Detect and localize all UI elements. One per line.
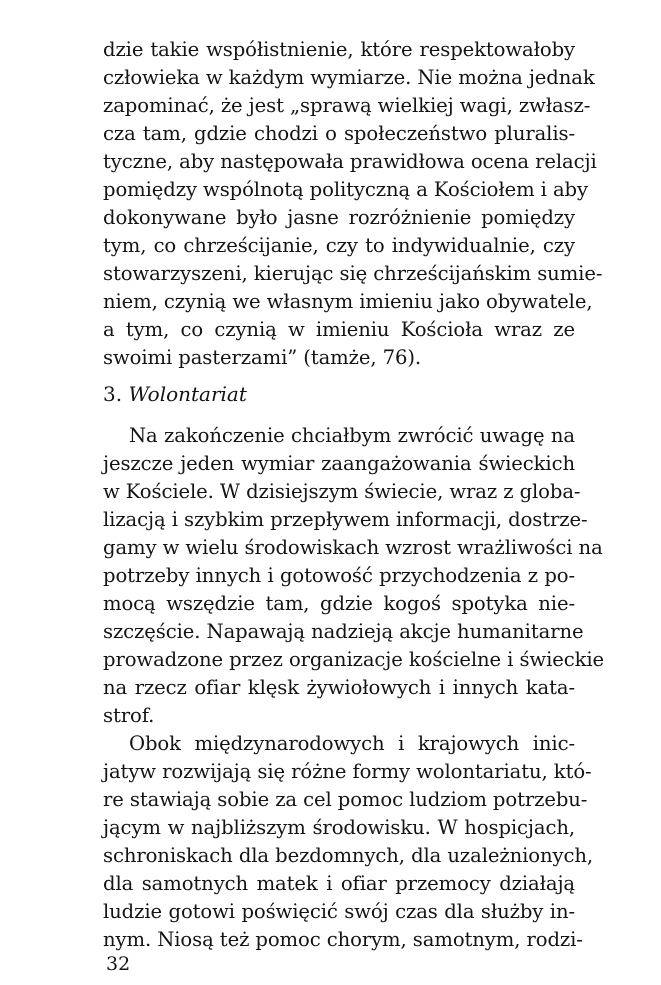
text-line: w Kościele. W dzisiejszym świecie, wraz z globa- [103,480,581,503]
text-line: nym. Niosą też pomoc chorym, samotnym, rodzi- [103,928,583,951]
text-line: mocą wszędzie tam, gdzie kogoś spotyka nie- [103,592,575,615]
section-title: Wolontariat [128,382,247,406]
text-line: niem, czynią we własnym imieniu jako obywatele, [103,290,593,313]
text-line: swoimi pasterzami” (tamże, 76). [103,346,422,369]
text-line: schroniskach dla bezdomnych, dla uzależnionych, [103,844,593,867]
text-line: człowieka w każdym wymiarze. Nie można jednak [103,66,595,89]
text-line: zapominać, że jest „sprawą wielkiej wagi, zwłasz- [103,94,591,117]
text-line: jącym w najbliższym środowisku. W hospicjach, [103,816,575,839]
paragraph-volunteering-intro [103,422,605,730]
text-line: potrzeby innych i gotowość przychodzenia z po- [103,564,575,587]
section-heading [103,380,247,408]
text-line: Obok międzynarodowych i krajowych inic- [129,732,575,755]
text-line: dokonywane było jasne rozróżnienie pomiędzy [103,206,575,229]
text-line: re stawiają sobie za cel pomoc ludziom potrzebu- [103,788,588,811]
text-line: gamy w wielu środowiskach wzrost wrażliwości na [103,536,603,559]
text-line: pomiędzy wspólnotą polityczną a Kościołem i aby [103,178,588,201]
text-line: jeszcze jeden wymiar zaangażowania świeckich [103,452,575,475]
text-line: a tym, co czynią w imieniu Kościoła wraz ze [103,318,575,341]
text-line: lizacją i szybkim przepływem informacji, dostrze- [103,508,588,531]
text-line: dzie takie współistnienie, które respektowałoby [103,38,575,61]
text-line: ludzie gotowi poświęcić swój czas dla służby in- [103,900,575,923]
paragraph-continued [103,36,603,372]
text-line: tym, co chrześcijanie, czy to indywidualnie, czy [103,234,575,257]
text-line: dla samotnych matek i ofiar przemocy działają [103,872,575,895]
text-line: jatyw rozwijają się różne formy wolontariatu, któ- [103,760,592,783]
text-line: prowadzone przez organizacje kościelne i świeckie [103,648,605,671]
page-number: 32 [106,953,131,975]
paragraph-volunteering-forms [103,730,593,954]
section-number: 3. [103,382,123,406]
text-line: stowarzyszeni, kierując się chrześcijańskim sumie- [103,262,603,285]
text-line: cza tam, gdzie chodzi o społeczeństwo pluralis- [103,122,575,145]
text-line: strof. [103,704,155,727]
text-line: Na zakończenie chciałbym zwrócić uwagę na [129,424,575,447]
text-line: szczęście. Napawają nadzieją akcje humanitarne [103,620,584,643]
text-line: tyczne, aby następowała prawidłowa ocena relacji [103,150,597,173]
text-line: na rzecz ofiar klęsk żywiołowych i innych kata- [103,676,575,699]
